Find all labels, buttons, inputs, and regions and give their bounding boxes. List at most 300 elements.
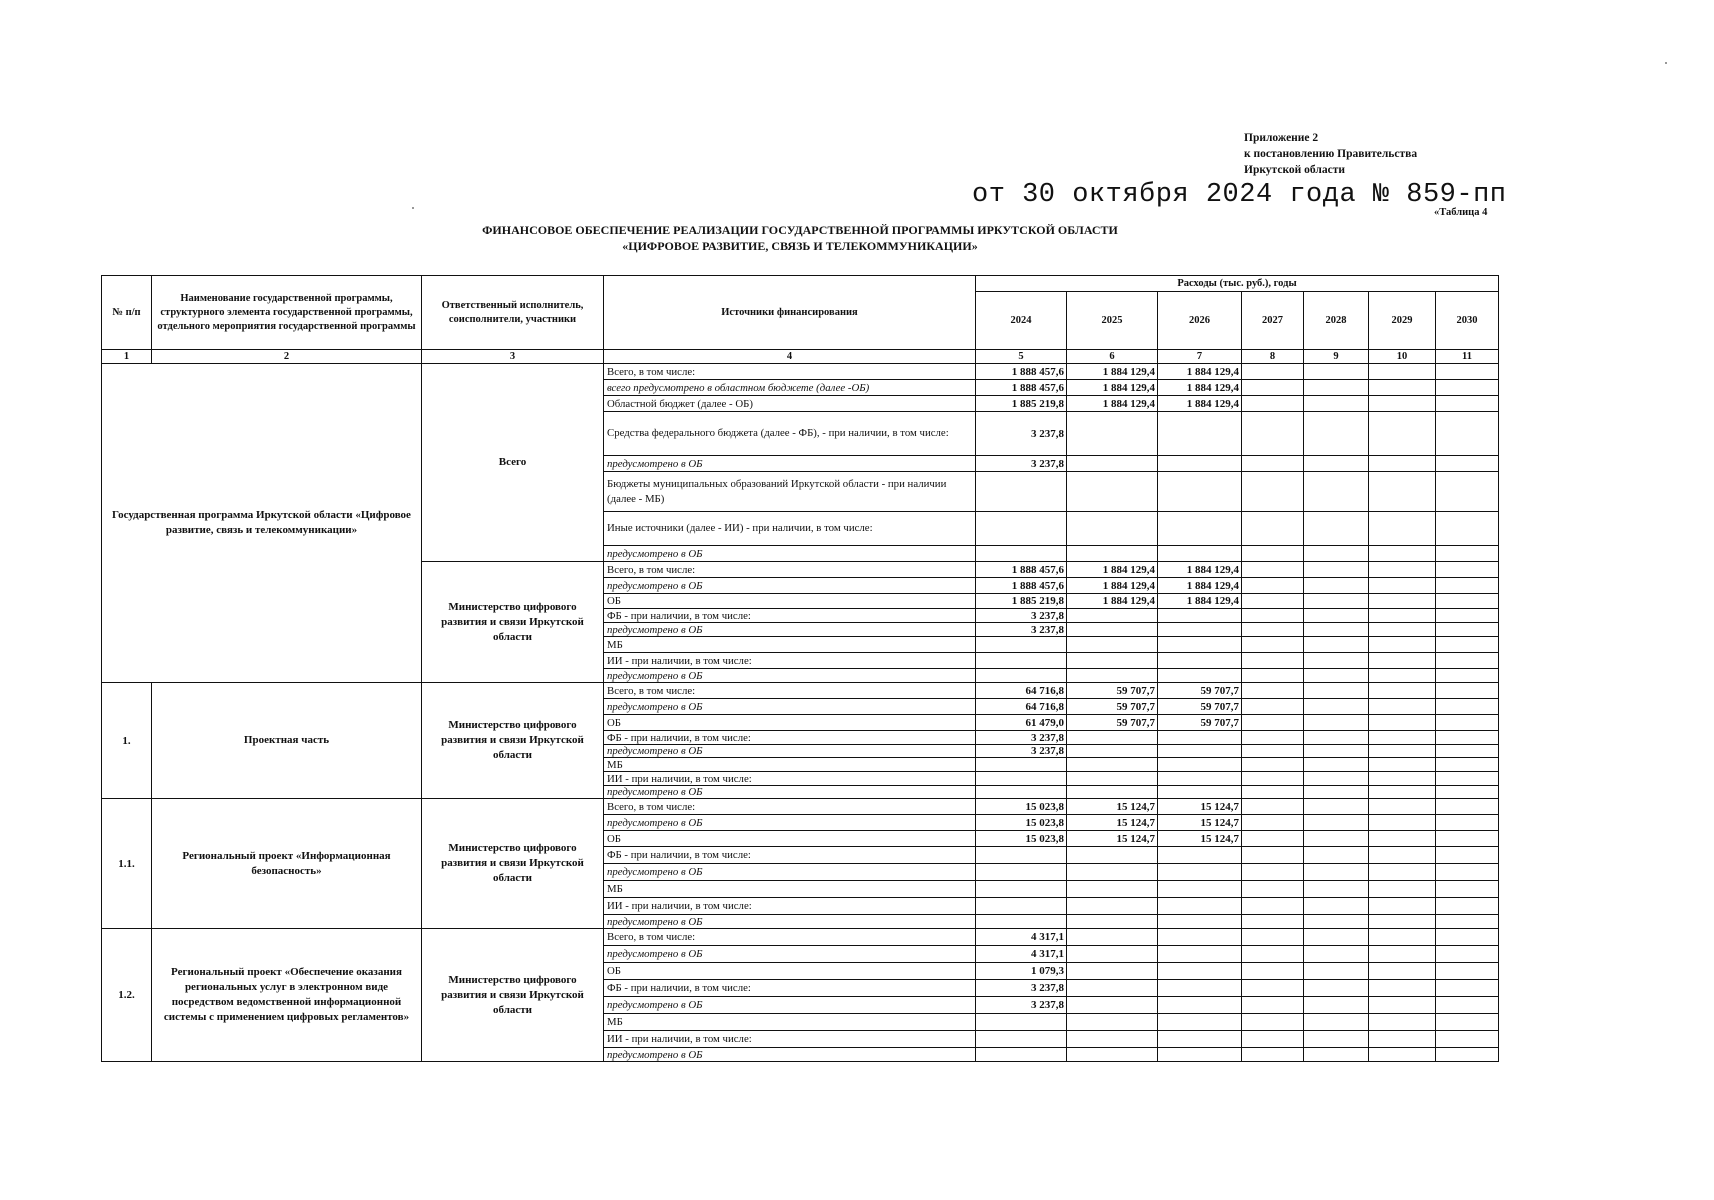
amount-cell <box>1304 815 1369 831</box>
amount-cell <box>1369 637 1436 653</box>
amount-cell <box>976 758 1067 772</box>
amount-cell <box>1304 915 1369 929</box>
table-body <box>102 350 1499 1062</box>
amount-cell <box>1369 412 1436 456</box>
source-label: Областной бюджет (далее - ОБ) <box>604 396 976 412</box>
amount-cell <box>1304 609 1369 623</box>
column-number: 10 <box>1369 350 1436 364</box>
amount-cell <box>1158 1031 1242 1048</box>
amount-cell <box>1369 864 1436 881</box>
amount-cell <box>1369 963 1436 980</box>
amount-cell <box>1067 980 1158 997</box>
amount-cell: 3 237,8 <box>976 731 1067 745</box>
amount-cell: 1 884 129,4 <box>1067 578 1158 594</box>
amount-cell: 3 237,8 <box>976 997 1067 1014</box>
column-number: 4 <box>604 350 976 364</box>
amount-cell <box>976 637 1067 653</box>
amount-cell <box>1067 881 1158 898</box>
amount-cell <box>1242 562 1304 578</box>
amount-cell <box>1369 715 1436 731</box>
amount-cell <box>1242 758 1304 772</box>
amount-cell <box>1436 1031 1499 1048</box>
source-label: ФБ - при наличии, в том числе: <box>604 609 976 623</box>
page-title <box>440 222 1160 254</box>
header-year: 2027 <box>1242 292 1304 350</box>
amount-cell <box>1369 699 1436 715</box>
amount-cell: 4 317,1 <box>976 929 1067 946</box>
amount-cell <box>1436 472 1499 512</box>
amount-cell <box>1304 456 1369 472</box>
row-number-cell: 1.1. <box>102 799 152 929</box>
row-number-cell: 1.2. <box>102 929 152 1062</box>
source-label: предусмотрено в ОБ <box>604 815 976 831</box>
amount-cell <box>1242 786 1304 799</box>
amount-cell <box>1067 512 1158 546</box>
amount-cell <box>1304 799 1369 815</box>
amount-cell <box>1436 609 1499 623</box>
amount-cell: 3 237,8 <box>976 745 1067 758</box>
amount-cell <box>1242 731 1304 745</box>
amount-cell <box>1242 472 1304 512</box>
amount-cell <box>1369 380 1436 396</box>
amount-cell <box>1369 745 1436 758</box>
amount-cell <box>1242 623 1304 637</box>
source-label: ФБ - при наличии, в том числе: <box>604 847 976 864</box>
amount-cell <box>1436 546 1499 562</box>
financing-table <box>101 275 1499 1062</box>
source-label: МБ <box>604 1014 976 1031</box>
amount-cell <box>1304 997 1369 1014</box>
amount-cell <box>1369 946 1436 963</box>
source-label: предусмотрено в ОБ <box>604 669 976 683</box>
amount-cell <box>976 653 1067 669</box>
amount-cell <box>1369 396 1436 412</box>
source-label: Иные источники (далее - ИИ) - при наличии, в том числе: <box>604 512 976 546</box>
element-name-cell: Региональный проект «Обеспечение оказания региональных услуг в электронном виде посредством ведомственной информационной системы с применением цифровых регламентов» <box>152 929 422 1062</box>
amount-cell <box>1242 864 1304 881</box>
amount-cell <box>1067 653 1158 669</box>
amount-cell <box>1304 653 1369 669</box>
amount-cell <box>1369 456 1436 472</box>
scan-speck <box>1665 62 1667 64</box>
amount-cell <box>1436 669 1499 683</box>
source-label: ОБ <box>604 963 976 980</box>
source-label: ОБ <box>604 715 976 731</box>
amount-cell <box>1369 578 1436 594</box>
amount-cell <box>1242 799 1304 815</box>
source-label: ИИ - при наличии, в том числе: <box>604 1031 976 1048</box>
column-number: 8 <box>1242 350 1304 364</box>
amount-cell <box>1158 546 1242 562</box>
amount-cell <box>1158 456 1242 472</box>
amount-cell <box>1436 963 1499 980</box>
amount-cell <box>1304 546 1369 562</box>
amount-cell <box>976 546 1067 562</box>
amount-cell <box>1242 609 1304 623</box>
amount-cell <box>1067 1014 1158 1031</box>
amount-cell <box>1242 546 1304 562</box>
amount-cell <box>1436 715 1499 731</box>
amount-cell <box>1158 745 1242 758</box>
amount-cell <box>1304 715 1369 731</box>
amount-cell <box>1304 699 1369 715</box>
source-label: ФБ - при наличии, в том числе: <box>604 731 976 745</box>
source-label: предусмотрено в ОБ <box>604 997 976 1014</box>
amount-cell: 1 884 129,4 <box>1158 578 1242 594</box>
amount-cell <box>1369 562 1436 578</box>
amount-cell <box>1436 364 1499 380</box>
amount-cell: 59 707,7 <box>1158 683 1242 699</box>
amount-cell <box>1158 669 1242 683</box>
amount-cell <box>1369 758 1436 772</box>
amount-cell: 59 707,7 <box>1067 715 1158 731</box>
amount-cell <box>1436 929 1499 946</box>
executor-cell: Министерство цифрового развития и связи Иркутской области <box>422 799 604 929</box>
amount-cell <box>976 881 1067 898</box>
amount-cell <box>1067 864 1158 881</box>
amount-cell <box>1242 396 1304 412</box>
header-executor: Ответственный исполнитель, соисполнители, участники <box>422 276 604 350</box>
element-name-cell: Региональный проект «Информационная безопасность» <box>152 799 422 929</box>
amount-cell <box>1158 786 1242 799</box>
header-year: 2025 <box>1067 292 1158 350</box>
amount-cell <box>1158 847 1242 864</box>
amount-cell <box>1369 772 1436 786</box>
amount-cell <box>976 847 1067 864</box>
amount-cell <box>1436 412 1499 456</box>
amount-cell <box>1436 946 1499 963</box>
amount-cell <box>1304 637 1369 653</box>
amount-cell <box>976 472 1067 512</box>
amount-cell <box>1242 380 1304 396</box>
source-label: МБ <box>604 637 976 653</box>
amount-cell <box>1304 881 1369 898</box>
amount-cell: 59 707,7 <box>1067 699 1158 715</box>
header-year: 2030 <box>1436 292 1499 350</box>
amount-cell <box>1242 847 1304 864</box>
source-label: Всего, в том числе: <box>604 799 976 815</box>
amount-cell <box>1242 946 1304 963</box>
amount-cell <box>1242 412 1304 456</box>
amount-cell: 3 237,8 <box>976 456 1067 472</box>
amount-cell: 15 124,7 <box>1067 799 1158 815</box>
source-label: предусмотрено в ОБ <box>604 745 976 758</box>
amount-cell <box>1242 1014 1304 1031</box>
amount-cell <box>1158 758 1242 772</box>
header-year: 2024 <box>976 292 1067 350</box>
amount-cell <box>1369 915 1436 929</box>
header-year: 2026 <box>1158 292 1242 350</box>
amount-cell <box>1436 1048 1499 1062</box>
amount-cell <box>1242 653 1304 669</box>
amount-cell <box>1158 881 1242 898</box>
amount-cell <box>1369 881 1436 898</box>
amount-cell <box>1304 946 1369 963</box>
amount-cell: 3 237,8 <box>976 412 1067 456</box>
source-label: ФБ - при наличии, в том числе: <box>604 980 976 997</box>
amount-cell: 15 124,7 <box>1158 831 1242 847</box>
amount-cell <box>1067 847 1158 864</box>
amount-cell <box>1158 731 1242 745</box>
source-label: предусмотрено в ОБ <box>604 546 976 562</box>
amount-cell <box>1369 623 1436 637</box>
amount-cell <box>1436 699 1499 715</box>
column-number: 7 <box>1158 350 1242 364</box>
amount-cell <box>1242 929 1304 946</box>
amount-cell <box>1158 997 1242 1014</box>
amount-cell <box>1369 1014 1436 1031</box>
amount-cell <box>1067 669 1158 683</box>
amount-cell <box>1242 578 1304 594</box>
amount-cell: 3 237,8 <box>976 609 1067 623</box>
scan-speck <box>412 207 414 209</box>
amount-cell <box>1067 915 1158 929</box>
amount-cell <box>1436 1014 1499 1031</box>
amount-cell <box>1304 847 1369 864</box>
amount-cell <box>1436 380 1499 396</box>
amount-cell <box>1304 472 1369 512</box>
amount-cell: 15 023,8 <box>976 815 1067 831</box>
amount-cell: 59 707,7 <box>1067 683 1158 699</box>
amount-cell <box>1369 815 1436 831</box>
amount-cell <box>1436 456 1499 472</box>
source-label: МБ <box>604 758 976 772</box>
source-label: предусмотрено в ОБ <box>604 1048 976 1062</box>
amount-cell <box>976 864 1067 881</box>
source-label: предусмотрено в ОБ <box>604 578 976 594</box>
amount-cell: 61 479,0 <box>976 715 1067 731</box>
amount-cell <box>1242 980 1304 997</box>
amount-cell <box>1436 512 1499 546</box>
amount-cell <box>976 512 1067 546</box>
header-num: № п/п <box>102 276 152 350</box>
amount-cell <box>1369 594 1436 609</box>
column-number: 11 <box>1436 350 1499 364</box>
amount-cell <box>1369 1031 1436 1048</box>
title-line: ФИНАНСОВОЕ ОБЕСПЕЧЕНИЕ РЕАЛИЗАЦИИ ГОСУДАРСТВЕННОЙ ПРОГРАММЫ ИРКУТСКОЙ ОБЛАСТИ <box>482 223 1118 237</box>
amount-cell <box>1436 562 1499 578</box>
amount-cell <box>1158 1048 1242 1062</box>
amount-cell <box>1304 396 1369 412</box>
amount-cell: 1 885 219,8 <box>976 396 1067 412</box>
amount-cell <box>1242 699 1304 715</box>
amount-cell <box>976 898 1067 915</box>
amount-cell <box>1158 412 1242 456</box>
appendix-line: Иркутской области <box>1244 164 1345 176</box>
amount-cell <box>1242 831 1304 847</box>
amount-cell: 1 884 129,4 <box>1067 364 1158 380</box>
amount-cell <box>1304 786 1369 799</box>
amount-cell <box>1436 731 1499 745</box>
executor-cell: Министерство цифрового развития и связи Иркутской области <box>422 929 604 1062</box>
amount-cell <box>1304 364 1369 380</box>
source-label: Всего, в том числе: <box>604 929 976 946</box>
amount-cell: 59 707,7 <box>1158 699 1242 715</box>
amount-cell <box>1304 1014 1369 1031</box>
amount-cell <box>1369 847 1436 864</box>
amount-cell: 1 884 129,4 <box>1158 562 1242 578</box>
amount-cell <box>1304 831 1369 847</box>
amount-cell <box>1067 745 1158 758</box>
source-label: Средства федерального бюджета (далее - ФБ), - при наличии, в том числе: <box>604 412 976 456</box>
amount-cell <box>1158 472 1242 512</box>
amount-cell <box>1304 683 1369 699</box>
source-label: Всего, в том числе: <box>604 364 976 380</box>
amount-cell <box>1067 1031 1158 1048</box>
amount-cell <box>1067 786 1158 799</box>
header-year: 2028 <box>1304 292 1369 350</box>
amount-cell <box>1369 799 1436 815</box>
amount-cell <box>1067 946 1158 963</box>
source-label: ОБ <box>604 831 976 847</box>
amount-cell <box>1304 980 1369 997</box>
amount-cell: 4 317,1 <box>976 946 1067 963</box>
amount-cell: 1 884 129,4 <box>1067 594 1158 609</box>
amount-cell <box>1304 731 1369 745</box>
amount-cell <box>1436 772 1499 786</box>
amount-cell <box>1369 997 1436 1014</box>
amount-cell <box>1242 898 1304 915</box>
amount-cell <box>1436 799 1499 815</box>
amount-cell <box>1067 623 1158 637</box>
amount-cell <box>1436 594 1499 609</box>
amount-cell <box>976 786 1067 799</box>
amount-cell <box>1369 929 1436 946</box>
amount-cell <box>1242 745 1304 758</box>
amount-cell: 3 237,8 <box>976 980 1067 997</box>
amount-cell: 15 124,7 <box>1158 799 1242 815</box>
amount-cell <box>1304 1031 1369 1048</box>
amount-cell <box>1242 963 1304 980</box>
amount-cell <box>1304 669 1369 683</box>
amount-cell <box>1067 929 1158 946</box>
source-label: ИИ - при наличии, в том числе: <box>604 653 976 669</box>
amount-cell <box>1436 997 1499 1014</box>
executor-cell: Всего <box>422 364 604 562</box>
amount-cell <box>1369 831 1436 847</box>
amount-cell <box>1369 980 1436 997</box>
table-row <box>102 799 1499 815</box>
amount-cell <box>976 772 1067 786</box>
amount-cell <box>1436 898 1499 915</box>
amount-cell <box>1242 915 1304 929</box>
amount-cell <box>1067 997 1158 1014</box>
amount-cell <box>1304 380 1369 396</box>
source-label: МБ <box>604 881 976 898</box>
amount-cell <box>1242 683 1304 699</box>
source-label: ИИ - при наличии, в том числе: <box>604 898 976 915</box>
amount-cell <box>1436 831 1499 847</box>
amount-cell: 1 884 129,4 <box>1067 562 1158 578</box>
amount-cell <box>1304 929 1369 946</box>
amount-cell <box>1242 815 1304 831</box>
amount-cell <box>1242 669 1304 683</box>
amount-cell: 1 884 129,4 <box>1158 594 1242 609</box>
source-label: Всего, в том числе: <box>604 562 976 578</box>
amount-cell <box>976 669 1067 683</box>
amount-cell <box>1158 637 1242 653</box>
amount-cell <box>1242 997 1304 1014</box>
table-row <box>102 683 1499 699</box>
header-year: 2029 <box>1369 292 1436 350</box>
amount-cell: 1 884 129,4 <box>1158 364 1242 380</box>
amount-cell <box>1436 815 1499 831</box>
amount-cell <box>1158 980 1242 997</box>
appendix-note <box>1244 130 1417 178</box>
amount-cell: 1 888 457,6 <box>976 380 1067 396</box>
amount-cell <box>1242 594 1304 609</box>
amount-cell <box>1436 758 1499 772</box>
amount-cell <box>1158 1014 1242 1031</box>
amount-cell <box>976 1014 1067 1031</box>
column-number: 2 <box>152 350 422 364</box>
table-label: «Таблица 4 <box>1434 207 1488 218</box>
amount-cell <box>1304 512 1369 546</box>
amount-cell <box>1158 623 1242 637</box>
appendix-line: к постановлению Правительства <box>1244 148 1418 160</box>
amount-cell: 15 124,7 <box>1067 831 1158 847</box>
source-label: предусмотрено в ОБ <box>604 623 976 637</box>
column-number: 5 <box>976 350 1067 364</box>
amount-cell <box>976 915 1067 929</box>
amount-cell <box>1067 546 1158 562</box>
table-row <box>102 364 1499 380</box>
amount-cell <box>1067 456 1158 472</box>
amount-cell <box>1436 578 1499 594</box>
header-name: Наименование государственной программы, структурного элемента государственной программы, отдельного мероприятия государственной программы <box>152 276 422 350</box>
element-name-cell: Проектная часть <box>152 683 422 799</box>
amount-cell: 15 124,7 <box>1067 815 1158 831</box>
executor-cell: Министерство цифрового развития и связи Иркутской области <box>422 562 604 683</box>
amount-cell: 1 884 129,4 <box>1067 396 1158 412</box>
amount-cell <box>1369 609 1436 623</box>
amount-cell <box>1436 653 1499 669</box>
amount-cell <box>1242 364 1304 380</box>
amount-cell <box>1067 637 1158 653</box>
amount-cell <box>1436 396 1499 412</box>
amount-cell <box>1369 364 1436 380</box>
amount-cell <box>1304 864 1369 881</box>
amount-cell <box>1158 772 1242 786</box>
appendix-line: Приложение 2 <box>1244 132 1319 144</box>
amount-cell <box>1436 786 1499 799</box>
amount-cell <box>1369 472 1436 512</box>
amount-cell <box>1304 578 1369 594</box>
amount-cell <box>1369 669 1436 683</box>
amount-cell: 1 079,3 <box>976 963 1067 980</box>
amount-cell <box>1436 745 1499 758</box>
amount-cell <box>976 1031 1067 1048</box>
column-number: 9 <box>1304 350 1369 364</box>
source-label: предусмотрено в ОБ <box>604 864 976 881</box>
amount-cell: 1 884 129,4 <box>1158 396 1242 412</box>
amount-cell: 1 888 457,6 <box>976 578 1067 594</box>
amount-cell <box>1067 1048 1158 1062</box>
amount-cell <box>1304 623 1369 637</box>
amount-cell: 1 884 129,4 <box>1158 380 1242 396</box>
amount-cell <box>1158 963 1242 980</box>
source-label: предусмотрено в ОБ <box>604 946 976 963</box>
amount-cell <box>1158 898 1242 915</box>
amount-cell <box>1304 898 1369 915</box>
amount-cell <box>1304 772 1369 786</box>
amount-cell <box>1067 898 1158 915</box>
amount-cell: 64 716,8 <box>976 699 1067 715</box>
source-label: ИИ - при наличии, в том числе: <box>604 772 976 786</box>
header-expenses: Расходы (тыс. руб.), годы <box>976 276 1499 292</box>
amount-cell <box>1304 412 1369 456</box>
amount-cell <box>1304 562 1369 578</box>
